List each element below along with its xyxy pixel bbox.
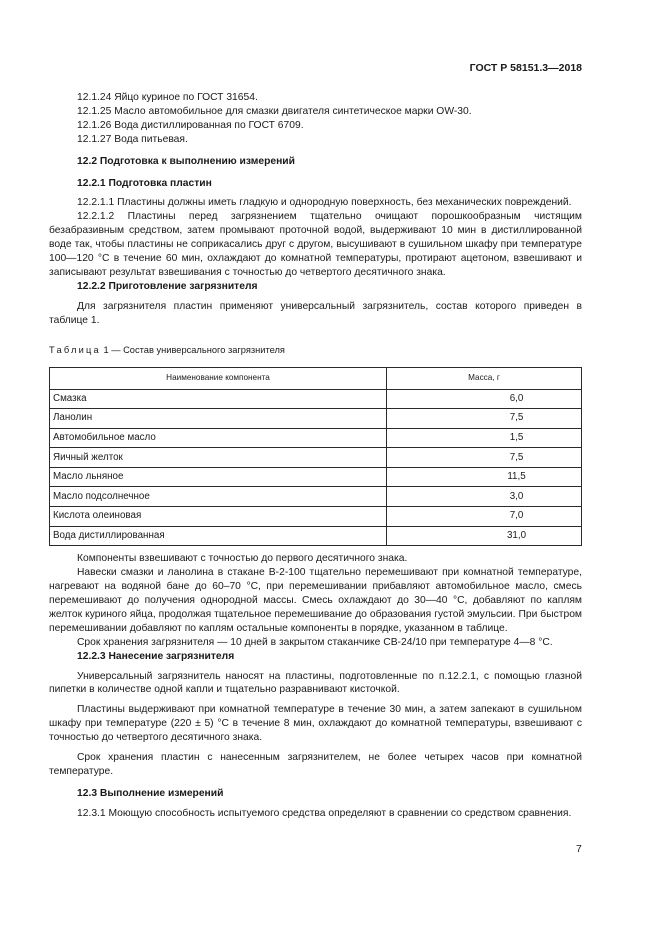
component-cell: Масло льняное [50, 467, 387, 487]
table-header-row [50, 367, 582, 389]
composition-table [49, 367, 582, 547]
page-content [49, 91, 582, 821]
paragraph-12-2-1-1: 12.2.1.1 Пластины должны иметь гладкую и однородную поверхность, без механических повреждений. [77, 197, 572, 209]
table-caption [49, 344, 582, 358]
column-header-component: Наименование компонента [50, 367, 387, 389]
document-id-header: ГОСТ Р 58151.3—2018 [469, 62, 582, 74]
paragraph-12-2-1-2: 12.2.1.2 Пластины перед загрязнением тщательно очищают порошкообразным чистящим безабразивным средством, затем промывают проточной водой, выдерживают 10 мин в дистиллированной воде так, чтобы пластины не соприкасались друг с другом, высушивают в сушильном шкафу при температуре 100—120 °С в течение 60 мин, охлаждают до комнатной температуры, протирают ацетоном, взвешивают и записывают результат взвешивания с точностью до четвертого десятичного знака. [49, 211, 582, 278]
reagent-item: 12.1.27 Вода питьевая. [77, 133, 188, 145]
mass-cell: 7,5 [387, 448, 582, 468]
mass-cell: 31,0 [387, 526, 582, 546]
table-row [50, 507, 582, 527]
paragraph-storage: Срок хранения загрязнителя — 10 дней в закрытом стаканчике СВ-24/10 при температуре 4—8 °С. [77, 636, 553, 648]
mass-cell: 11,5 [387, 467, 582, 487]
component-cell: Вода дистиллированная [50, 526, 387, 546]
section-heading-12-2-3: 12.2.3 Нанесение загрязнителя [77, 650, 235, 662]
section-heading-12-3: 12.3 Выполнение измерений [77, 787, 224, 799]
component-cell: Автомобильное масло [50, 428, 387, 448]
mass-cell: 7,0 [387, 507, 582, 527]
paragraph-mixing: Навески смазки и ланолина в стакане В-2-100 тщательно перемешивают при комнатной температуре, нагревают на водяной бане до 60–70 °С, при перемешивании прибавляют автомобильное масло, смесь перемешивают до получения однородной массы. Смесь охлаждают до 30—40 °С, добавляют по каплям желток куриного яйца, продолжая тщательное перемешивание до образования густой эмульсии. При быстром перемешивании добавляют по каплям остальные компоненты в порядке, указанном в таблице. [49, 567, 582, 634]
table-row [50, 409, 582, 429]
reagent-item: 12.1.24 Яйцо куриное по ГОСТ 31654. [77, 92, 258, 103]
component-cell: Ланолин [50, 409, 387, 429]
table-row [50, 526, 582, 546]
paragraph-baking: Пластины выдерживают при комнатной температуре в течение 30 мин, а затем запекают в сушильном шкафу при температуре (220 ± 5) °С в течение 8 мин, охлаждают до комнатной температуры, взвешивают с точностью до четвертого десятичного знака. [49, 704, 582, 744]
mass-cell: 7,5 [387, 409, 582, 429]
page-number: 7 [576, 843, 582, 855]
paragraph-application: Универсальный загрязнитель наносят на пластины, подготовленные по п.12.2.1, с помощью глазной пипетки в количестве одной капли и тщательно разравнивают кисточкой. [49, 670, 582, 696]
section-heading-12-2-1: 12.2.1 Подготовка пластин [77, 177, 212, 189]
reagent-item: 12.1.26 Вода дистиллированная по ГОСТ 6709. [77, 119, 304, 131]
paragraph-12-2-2: Для загрязнителя пластин применяют универсальный загрязнитель, состав которого приведен в таблице 1. [49, 300, 582, 326]
section-heading-12-2-2: 12.2.2 Приготовление загрязнителя [77, 280, 258, 292]
paragraph-plate-storage: Срок хранения пластин с нанесенным загрязнителем, не более четырех часов при комнатной температуре. [49, 752, 582, 777]
paragraph-12-3-1: 12.3.1 Моющую способность испытуемого средства определяют в сравнении со средством сравнения. [77, 807, 572, 819]
section-heading-12-2: 12.2 Подготовка к выполнению измерений [77, 155, 295, 167]
component-cell: Яичный желток [50, 448, 387, 468]
table-caption-prefix: Таблица [49, 344, 101, 355]
table-row [50, 428, 582, 448]
table-row [50, 467, 582, 487]
table-row [50, 487, 582, 507]
table-caption-text: 1 — Состав универсального загрязнителя [103, 344, 285, 355]
reagent-item: 12.1.25 Масло автомобильное для смазки двигателя синтетическое марки OW-30. [77, 105, 472, 117]
component-cell: Масло подсолнечное [50, 487, 387, 507]
column-header-mass: Масса, г [387, 367, 582, 389]
paragraph-precision: Компоненты взвешивают с точностью до первого десятичного знака. [77, 553, 408, 565]
table-row [50, 389, 582, 409]
mass-cell: 6,0 [387, 389, 582, 409]
component-cell: Кислота олеиновая [50, 507, 387, 527]
table-row [50, 448, 582, 468]
mass-cell: 3,0 [387, 487, 582, 507]
mass-cell: 1,5 [387, 428, 582, 448]
component-cell: Смазка [50, 389, 387, 409]
